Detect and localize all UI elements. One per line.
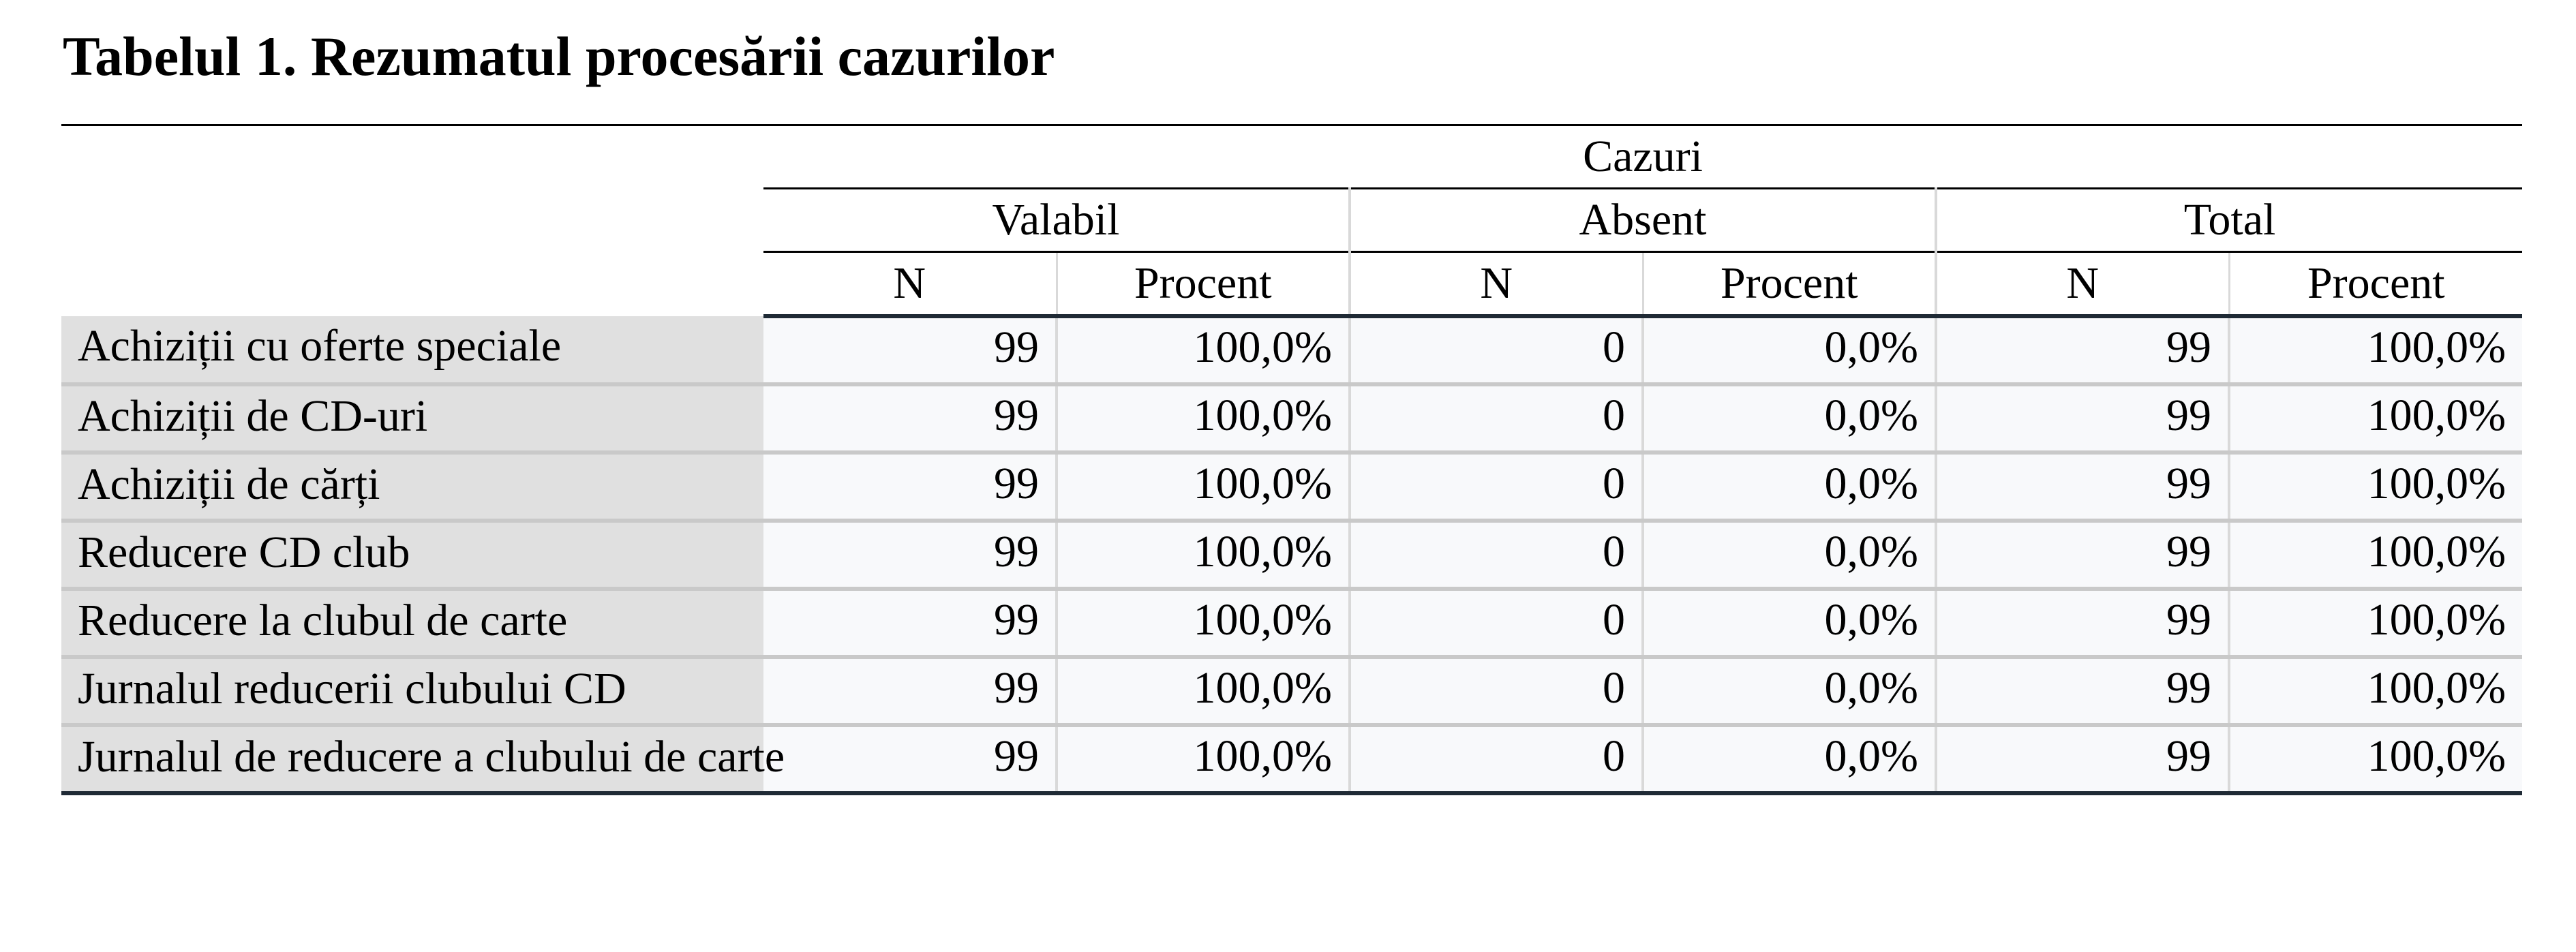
cell-valid-n: 99 (763, 384, 1057, 452)
cell-valid-n: 99 (763, 316, 1057, 384)
table-title: Tabelul 1. Rezumatul procesării cazurilor (63, 25, 1055, 87)
header-cases: Cazuri (763, 125, 2522, 189)
cell-valid-n: 99 (763, 657, 1057, 725)
cell-missing-n: 0 (1350, 521, 1643, 589)
table-row (61, 316, 2522, 384)
table-row (61, 589, 2522, 657)
cell-total-n: 99 (1936, 725, 2229, 793)
cell-missing-percent: 0,0% (1643, 589, 1936, 657)
cell-valid-n: 99 (763, 452, 1057, 521)
cell-missing-n: 0 (1350, 589, 1643, 657)
cell-total-percent: 100,0% (2229, 521, 2522, 589)
subheader-total-n: N (1936, 252, 2229, 317)
cell-total-percent: 100,0% (2229, 657, 2522, 725)
row-label: Jurnalul reducerii clubului CD (61, 657, 763, 725)
table-row (61, 521, 2522, 589)
cell-valid-percent: 100,0% (1057, 725, 1350, 793)
row-label: Reducere CD club (61, 521, 763, 589)
cell-total-percent: 100,0% (2229, 384, 2522, 452)
cell-valid-n: 99 (763, 725, 1057, 793)
cell-total-n: 99 (1936, 521, 2229, 589)
cell-total-percent: 100,0% (2229, 725, 2522, 793)
cell-valid-percent: 100,0% (1057, 316, 1350, 384)
cell-missing-n: 0 (1350, 384, 1643, 452)
cell-missing-percent: 0,0% (1643, 657, 1936, 725)
cell-missing-percent: 0,0% (1643, 452, 1936, 521)
cell-total-percent: 100,0% (2229, 589, 2522, 657)
table-row (61, 725, 2522, 793)
row-label: Achiziții cu oferte speciale (61, 316, 763, 384)
header-group-valid: Valabil (763, 189, 1350, 252)
subheader-missing-n: N (1350, 252, 1643, 317)
cell-missing-percent: 0,0% (1643, 316, 1936, 384)
cell-valid-n: 99 (763, 521, 1057, 589)
cell-valid-percent: 100,0% (1057, 521, 1350, 589)
cell-total-n: 99 (1936, 384, 2229, 452)
row-label: Achiziții de CD-uri (61, 384, 763, 452)
cell-valid-percent: 100,0% (1057, 657, 1350, 725)
cell-total-n: 99 (1936, 657, 2229, 725)
corner-cell (61, 125, 763, 317)
table-row (61, 384, 2522, 452)
cell-missing-percent: 0,0% (1643, 725, 1936, 793)
cell-total-n: 99 (1936, 452, 2229, 521)
row-label: Reducere la clubul de carte (61, 589, 763, 657)
cell-valid-percent: 100,0% (1057, 589, 1350, 657)
table-body (61, 316, 2522, 793)
cell-valid-percent: 100,0% (1057, 452, 1350, 521)
cell-missing-percent: 0,0% (1643, 384, 1936, 452)
subheader-total-percent: Procent (2229, 252, 2522, 317)
cell-missing-n: 0 (1350, 657, 1643, 725)
row-label: Achiziții de cărți (61, 452, 763, 521)
cell-total-n: 99 (1936, 316, 2229, 384)
cell-missing-n: 0 (1350, 452, 1643, 521)
subheader-valid-n: N (763, 252, 1057, 317)
subheader-valid-percent: Procent (1057, 252, 1350, 317)
table-row (61, 657, 2522, 725)
cell-total-percent: 100,0% (2229, 316, 2522, 384)
header-group-total: Total (1936, 189, 2522, 252)
cell-valid-percent: 100,0% (1057, 384, 1350, 452)
table-row (61, 452, 2522, 521)
subheader-missing-percent: Procent (1643, 252, 1936, 317)
cell-missing-n: 0 (1350, 316, 1643, 384)
row-label: Jurnalul de reducere a clubului de carte (61, 725, 763, 793)
cell-missing-percent: 0,0% (1643, 521, 1936, 589)
cell-valid-n: 99 (763, 589, 1057, 657)
case-processing-summary-table (61, 124, 2522, 795)
cell-total-n: 99 (1936, 589, 2229, 657)
cell-missing-n: 0 (1350, 725, 1643, 793)
cell-total-percent: 100,0% (2229, 452, 2522, 521)
header-group-missing: Absent (1350, 189, 1936, 252)
